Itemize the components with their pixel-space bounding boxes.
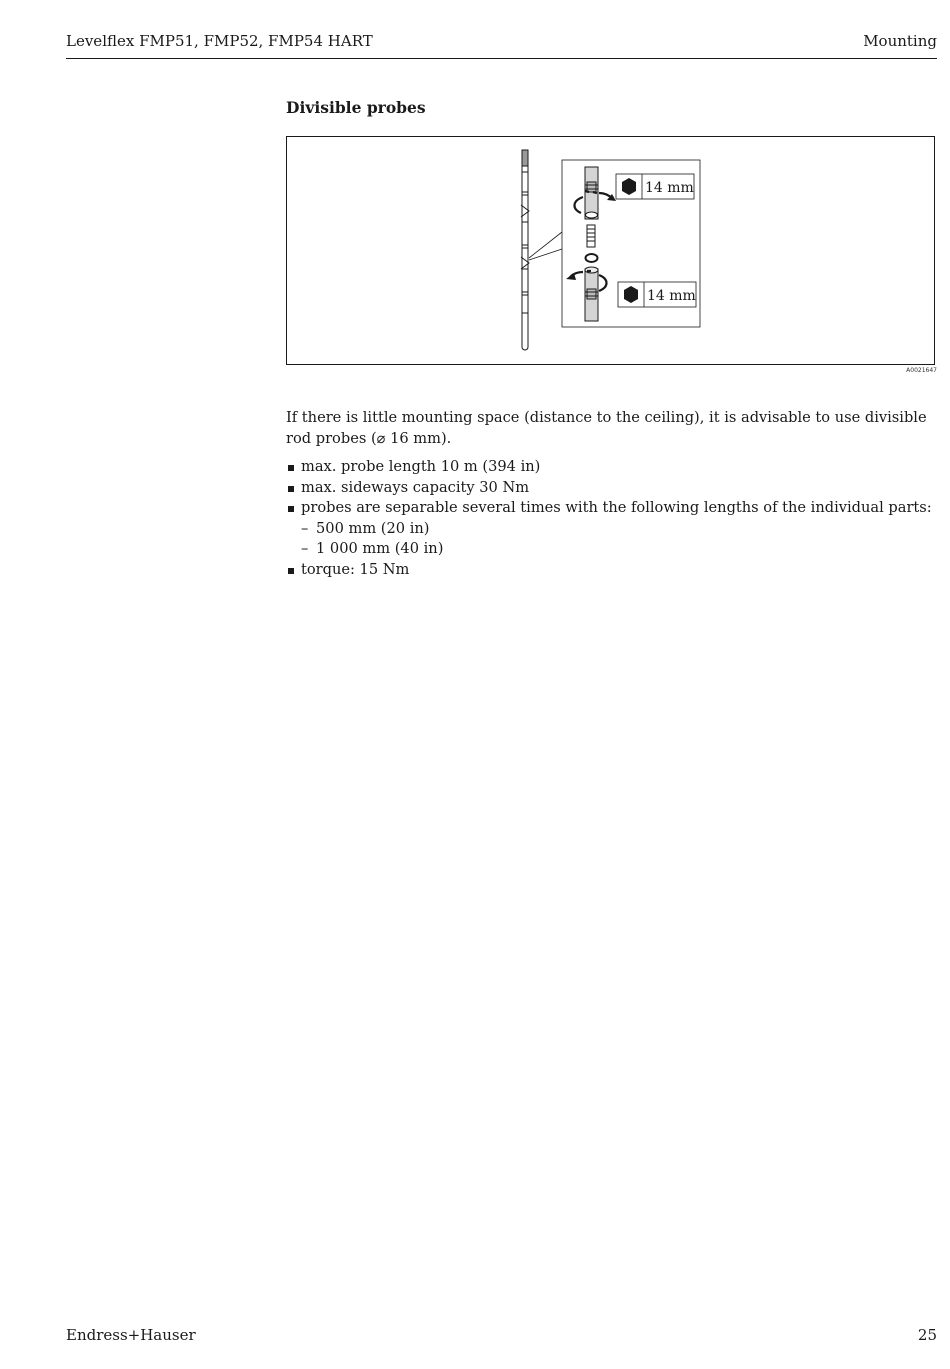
list-item: max. probe length 10 m (394 in) bbox=[286, 457, 936, 478]
body-text bbox=[286, 408, 936, 580]
list-item: – 500 mm (20 in) bbox=[301, 519, 936, 540]
threaded-stud bbox=[587, 225, 595, 247]
list-item: torque: 15 Nm bbox=[286, 560, 936, 581]
divisible-probe-figure bbox=[286, 136, 935, 365]
probe-rod bbox=[521, 150, 529, 350]
callout-lines bbox=[529, 232, 562, 260]
part-length-list bbox=[301, 519, 936, 560]
list-item: max. sideways capacity 30 Nm bbox=[286, 478, 936, 499]
company-name: Endress+Hauser bbox=[66, 1326, 196, 1344]
spec-list bbox=[286, 457, 936, 580]
section-title: Divisible probes bbox=[286, 98, 426, 117]
lower-rod-section bbox=[585, 267, 598, 321]
washer bbox=[586, 254, 598, 262]
list-item: – 1 000 mm (40 in) bbox=[301, 539, 936, 560]
wrench-size-top: 14 mm bbox=[645, 180, 694, 196]
page-header bbox=[66, 32, 937, 59]
page-number: 25 bbox=[917, 1326, 937, 1344]
probe-illustration bbox=[287, 137, 936, 366]
figure-id: A0021647 bbox=[906, 367, 937, 374]
wrench-size-bottom: 14 mm bbox=[647, 288, 696, 304]
section-name: Mounting bbox=[863, 32, 937, 50]
intro-paragraph: If there is little mounting space (distance to the ceiling), it is advisable to use divisible rod probes (⌀ 16 mm). bbox=[286, 409, 927, 447]
list-item: probes are separable several times with the following lengths of the individual parts: – 500 mm (20 in) – 1 000 mm (40 in) bbox=[286, 498, 936, 560]
document-title: Levelflex FMP51, FMP52, FMP54 HART bbox=[66, 32, 373, 50]
